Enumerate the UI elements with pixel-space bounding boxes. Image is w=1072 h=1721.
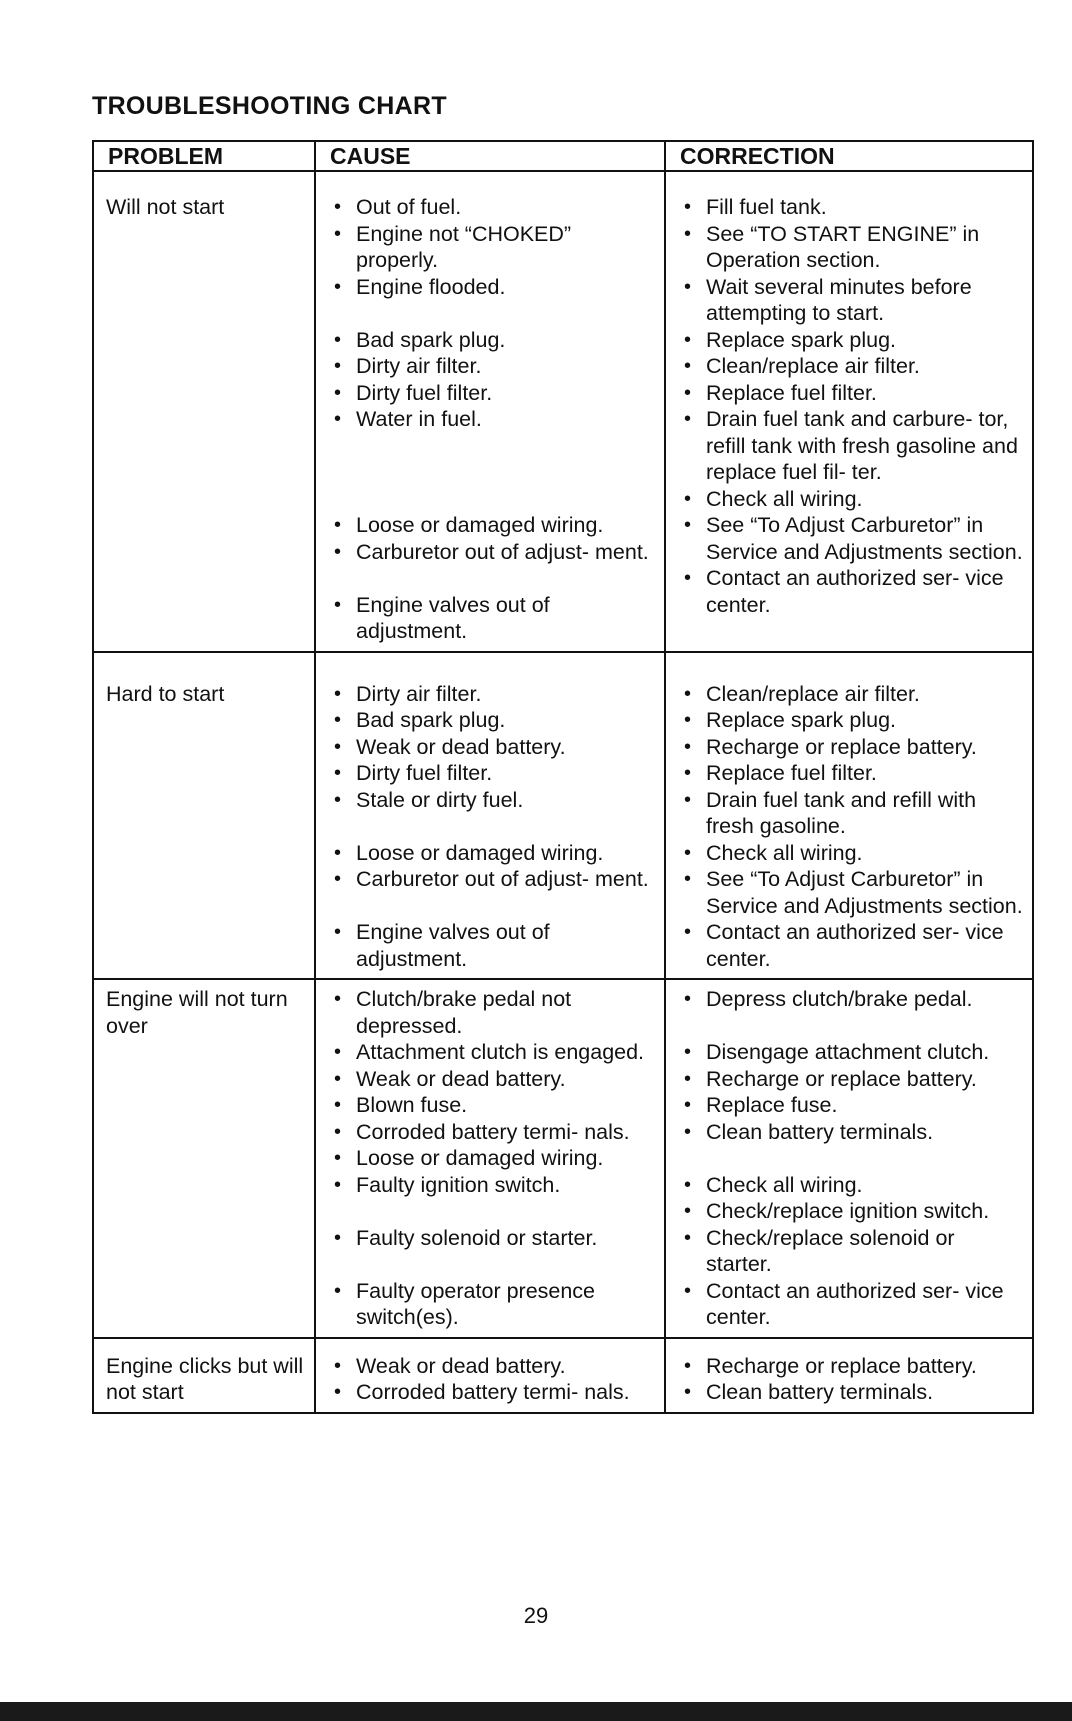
correction-cell	[665, 1338, 1033, 1413]
correction-item: • Recharge or replace battery.	[678, 1066, 1026, 1093]
cause-item: • Dirty fuel filter.	[328, 380, 658, 407]
cause-list	[328, 194, 658, 645]
correction-item: • Replace fuel filter.	[678, 380, 1026, 407]
correction-item: • Recharge or replace battery.	[678, 1353, 1026, 1380]
table-row	[93, 1338, 1033, 1413]
cause-item: • Faulty operator presence switch(es).	[328, 1278, 658, 1331]
cause-cell	[315, 171, 665, 652]
cause-item: • Blown fuse.	[328, 1092, 658, 1119]
correction-item: • Fill fuel tank.	[678, 194, 1026, 221]
cause-item: • Loose or damaged wiring.	[328, 840, 658, 867]
correction-cell	[665, 979, 1033, 1338]
correction-item: • See “TO START ENGINE” in Operation section.	[678, 221, 1026, 274]
cause-item: • Carburetor out of adjust- ment.	[328, 866, 658, 893]
correction-item: • Check all wiring.	[678, 486, 1026, 513]
correction-item: • Clean/replace air filter.	[678, 681, 1026, 708]
header-problem: PROBLEM	[93, 141, 315, 171]
correction-item: • Replace spark plug.	[678, 707, 1026, 734]
cause-cell	[315, 1338, 665, 1413]
cause-item: • Weak or dead battery.	[328, 1066, 658, 1093]
problem-cell: Hard to start	[93, 652, 315, 980]
correction-item: • Contact an authorized ser- vice center.	[678, 1278, 1026, 1331]
cause-item: • Dirty air filter.	[328, 353, 658, 380]
header-correction: CORRECTION	[665, 141, 1033, 171]
correction-list	[678, 986, 1026, 1331]
correction-item: • Check all wiring.	[678, 1172, 1026, 1199]
correction-item: • Check/replace ignition switch.	[678, 1198, 1026, 1225]
cause-item: • Clutch/brake pedal not depressed.	[328, 986, 658, 1039]
correction-item: • Replace spark plug.	[678, 327, 1026, 354]
cause-item: • Dirty air filter.	[328, 681, 658, 708]
table-row	[93, 652, 1033, 980]
correction-item: • Clean battery terminals.	[678, 1379, 1026, 1406]
correction-item: • Check all wiring.	[678, 840, 1026, 867]
page-number: 29	[523, 1603, 549, 1628]
correction-item: • Clean battery terminals.	[678, 1119, 1026, 1146]
correction-item: • Contact an authorized ser- vice center.	[678, 919, 1026, 972]
correction-item: • Check/replace solenoid or starter.	[678, 1225, 1026, 1278]
cause-item: • Engine not “CHOKED” properly.	[328, 221, 658, 274]
cause-item: • Loose or damaged wiring.	[328, 512, 658, 539]
problem-cell: Engine clicks but will not start	[93, 1338, 315, 1413]
cause-item: • Weak or dead battery.	[328, 1353, 658, 1380]
correction-list	[678, 1353, 1026, 1406]
cause-item: • Faulty solenoid or starter.	[328, 1225, 658, 1252]
correction-item: • Drain fuel tank and carbure- tor, refill tank with fresh gasoline and replace fuel fil- ter.	[678, 406, 1026, 486]
correction-item: • Disengage attachment clutch.	[678, 1039, 1026, 1066]
table-header-row	[93, 141, 1033, 171]
cause-list	[328, 1353, 658, 1406]
cause-item: • Carburetor out of adjust- ment.	[328, 539, 658, 566]
cause-item: • Engine valves out of adjustment.	[328, 919, 658, 972]
correction-item: • Contact an authorized ser- vice center.	[678, 565, 1026, 618]
correction-item: • Recharge or replace battery.	[678, 734, 1026, 761]
correction-list	[678, 681, 1026, 973]
correction-cell	[665, 171, 1033, 652]
problem-cell: Engine will not turn over	[93, 979, 315, 1338]
scan-bottom-edge	[0, 1702, 1072, 1721]
table-row	[93, 171, 1033, 652]
cause-item: • Engine flooded.	[328, 274, 658, 301]
correction-list	[678, 194, 1026, 618]
cause-item: • Bad spark plug.	[328, 707, 658, 734]
cause-item: • Corroded battery termi- nals.	[328, 1119, 658, 1146]
troubleshooting-table	[92, 140, 1034, 1414]
table-row	[93, 979, 1033, 1338]
cause-item: • Loose or damaged wiring.	[328, 1145, 658, 1172]
cause-item: • Water in fuel.	[328, 406, 658, 433]
cause-list	[328, 986, 658, 1331]
correction-item: • See “To Adjust Carburetor” in Service and Adjustments section.	[678, 512, 1026, 565]
correction-item: • Drain fuel tank and refill with fresh gasoline.	[678, 787, 1026, 840]
cause-list	[328, 681, 658, 973]
cause-cell	[315, 979, 665, 1338]
problem-cell: Will not start	[93, 171, 315, 652]
cause-item: • Dirty fuel filter.	[328, 760, 658, 787]
correction-item: • Depress clutch/brake pedal.	[678, 986, 1026, 1013]
correction-item: • Wait several minutes before attempting to start.	[678, 274, 1026, 327]
cause-item: • Out of fuel.	[328, 194, 658, 221]
header-cause: CAUSE	[315, 141, 665, 171]
cause-item: • Stale or dirty fuel.	[328, 787, 658, 814]
correction-item: • Clean/replace air filter.	[678, 353, 1026, 380]
cause-cell	[315, 652, 665, 980]
table-body	[93, 171, 1033, 1413]
cause-item: • Faulty ignition switch.	[328, 1172, 658, 1199]
correction-item: • See “To Adjust Carburetor” in Service and Adjustments section.	[678, 866, 1026, 919]
cause-item: • Corroded battery termi- nals.	[328, 1379, 658, 1406]
correction-cell	[665, 652, 1033, 980]
correction-item: • Replace fuse.	[678, 1092, 1026, 1119]
cause-item: • Engine valves out of adjustment.	[328, 592, 658, 645]
correction-item: • Replace fuel filter.	[678, 760, 1026, 787]
cause-item: • Weak or dead battery.	[328, 734, 658, 761]
cause-item: • Attachment clutch is engaged.	[328, 1039, 658, 1066]
page-title: TROUBLESHOOTING CHART	[92, 92, 447, 120]
cause-item: • Bad spark plug.	[328, 327, 658, 354]
